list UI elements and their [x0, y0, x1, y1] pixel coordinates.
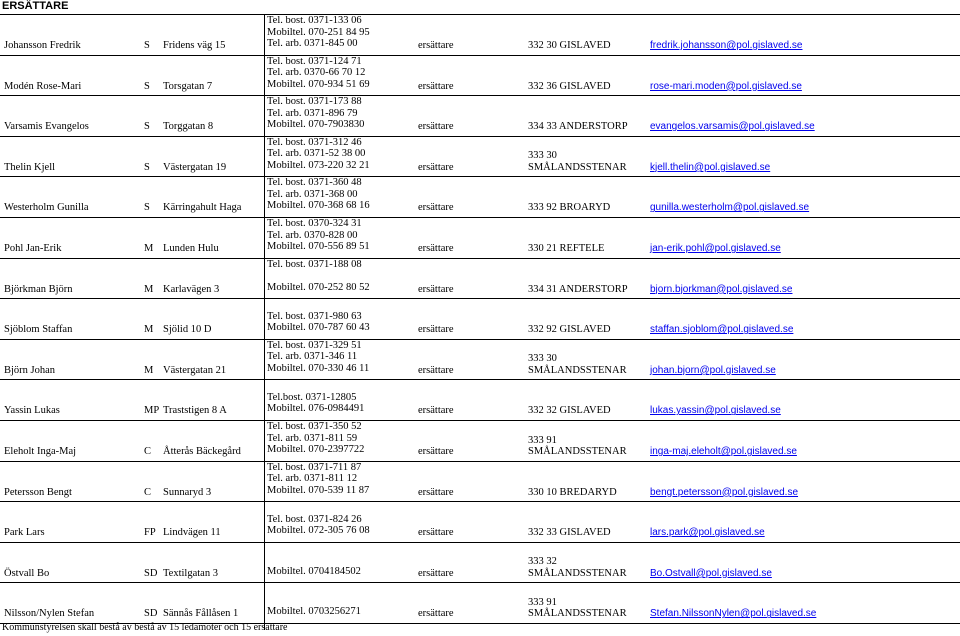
phone-numbers: [267, 543, 361, 578]
phone-line: Tel. bost. 0371-980 63: [267, 310, 362, 322]
table-row: [0, 502, 960, 542]
phone-line: Mobiltel. 070-368 68 16: [267, 200, 370, 212]
phone-line: [267, 595, 361, 607]
email-link[interactable]: gunilla.westerholm@pol.gislaved.se: [650, 202, 810, 214]
email-link[interactable]: inga-maj.eleholt@pol.gislaved.se: [650, 446, 797, 457]
street-address: Fridens väg 15: [163, 40, 226, 51]
postal-line: 332 32 GISLAVED: [528, 405, 611, 417]
member-name: Johansson Fredrik: [4, 40, 81, 51]
section-title: ERSÄTTARE: [2, 0, 69, 12]
postal-address: [528, 40, 611, 52]
postal-line: 333 92 BROARYD: [528, 202, 611, 214]
party-code: C: [144, 486, 152, 498]
table-row: [0, 259, 960, 299]
phone-line: Tel. bost. 0371-360 48: [267, 177, 362, 189]
postal-line: 332 36 GISLAVED: [528, 80, 611, 92]
member-name: Thelin Kjell: [4, 161, 56, 173]
phone-line: Tel. bost. 0371-312 46: [267, 136, 362, 148]
role-label: ersättare: [418, 283, 454, 295]
street-address: Åtterås Bäckegård: [163, 446, 241, 457]
role-label: ersättare: [418, 446, 454, 457]
column-divider: [264, 14, 265, 630]
table-row: [0, 543, 960, 583]
member-name: Björn Johan: [4, 364, 56, 376]
postal-line: 330 21 REFTELE: [528, 243, 605, 254]
street-address: Lindvägen 11: [163, 527, 221, 539]
postal-line: 334 31 ANDERSTORP: [528, 283, 628, 295]
postal-line: 333 32: [528, 556, 557, 568]
table-row: [0, 462, 960, 502]
phone-line: [267, 554, 361, 566]
table-row: [0, 421, 960, 461]
street-address: Torggatan 8: [163, 121, 214, 133]
phone-line: Mobiltel. 070-251 84 95: [267, 26, 370, 38]
postal-address: [528, 556, 627, 579]
phone-line: Tel. bost. 0371-124 71: [267, 55, 362, 67]
phone-numbers: [267, 56, 370, 91]
phone-line: Tel. bost. 0371-173 88: [267, 96, 362, 108]
party-code: S: [144, 80, 150, 92]
role-label: ersättare: [418, 527, 454, 539]
phone-line: Tel. bost. 0371-188 08: [267, 258, 362, 270]
postal-line: SMÅLANDSSTENAR: [528, 567, 627, 579]
street-address: Västergatan 21: [163, 364, 227, 376]
postal-address: [528, 121, 628, 133]
phone-line: Mobiltel. 070-787 60 43: [267, 322, 370, 334]
party-code: M: [144, 283, 154, 295]
member-name: Björkman Björn: [4, 283, 73, 295]
table-row: [0, 583, 960, 623]
phone-line: Tel. bost. 0371-350 52: [267, 421, 362, 432]
phone-numbers: [267, 583, 361, 618]
party-code: S: [144, 202, 150, 214]
table-row: [0, 56, 960, 96]
member-name: Eleholt Inga-Maj: [4, 446, 77, 457]
postal-line: 333 30: [528, 353, 557, 365]
party-code: MP: [144, 405, 160, 417]
street-address: Sjölid 10 D: [163, 324, 212, 336]
phone-numbers: [267, 218, 370, 253]
phone-numbers: [267, 462, 369, 497]
member-name: Westerholm Gunilla: [4, 202, 89, 214]
phone-numbers: [267, 380, 364, 415]
phone-numbers: [267, 299, 370, 334]
phone-line: [267, 583, 361, 595]
party-code: M: [144, 364, 154, 376]
phone-line: Tel. bost. 0371-329 51: [267, 339, 362, 351]
member-name: Varsamis Evangelos: [4, 121, 89, 133]
postal-line: 332 33 GISLAVED: [528, 527, 611, 539]
phone-line: Tel. arb. 0371-845 00: [267, 38, 358, 49]
phone-line: Mobiltel. 073-220 32 21: [267, 159, 370, 171]
postal-address: [528, 202, 610, 214]
member-name: Park Lars: [4, 527, 45, 539]
party-code: FP: [144, 527, 156, 539]
postal-address: [528, 150, 627, 173]
table-row: [0, 177, 960, 217]
phone-line: Tel. bost. 0370-324 31: [267, 218, 362, 229]
role-label: ersättare: [418, 567, 454, 579]
footer-note: Kommunstyrelsen skall bestå av bestå av 15 ledamöter och 15 ersättare: [2, 622, 288, 633]
postal-address: [528, 487, 617, 499]
member-name: Yassin Lukas: [4, 405, 60, 417]
member-name: Modén Rose-Mari: [4, 80, 82, 92]
postal-address: [528, 284, 628, 296]
email-link[interactable]: evangelos.varsamis@pol.gislaved.se: [650, 121, 815, 133]
street-address: Traststigen 8 A: [163, 405, 227, 417]
role-label: ersättare: [418, 324, 454, 336]
postal-line: 333 91: [528, 596, 557, 608]
phone-line: [267, 502, 370, 514]
postal-address: [528, 527, 611, 539]
email-link[interactable]: rose-mari.moden@pol.gislaved.se: [650, 80, 802, 92]
table-row: [0, 96, 960, 136]
postal-line: 334 33 ANDERSTORP: [528, 121, 628, 133]
postal-line: 332 92 GISLAVED: [528, 324, 611, 336]
party-code: C: [144, 446, 152, 457]
email-link[interactable]: lukas.yassin@pol.gislaved.se: [650, 405, 781, 417]
phone-line: Tel. arb. 0371-52 38 00: [267, 148, 366, 160]
role-label: ersättare: [418, 364, 454, 376]
role-label: ersättare: [418, 80, 454, 92]
phone-numbers: [267, 259, 370, 294]
member-name: Sjöblom Staffan: [4, 324, 73, 336]
phone-line: Mobiltel. 0704184502: [267, 565, 361, 577]
party-code: S: [144, 161, 150, 173]
role-label: ersättare: [418, 161, 454, 173]
phone-line: Mobiltel. 070-556 89 51: [267, 241, 370, 252]
phone-line: Mobiltel. 070-252 80 52: [267, 281, 370, 293]
postal-line: SMÅLANDSSTENAR: [528, 364, 627, 376]
street-address: Sunnaryd 3: [163, 486, 212, 498]
phone-numbers: [267, 15, 370, 50]
role-label: ersättare: [418, 486, 454, 498]
email-link[interactable]: bengt.petersson@pol.gislaved.se: [650, 486, 799, 498]
role-label: ersättare: [418, 202, 454, 214]
table-row: [0, 15, 960, 55]
postal-address: [528, 243, 604, 255]
phone-line: Tel. arb. 0371-811 12: [267, 473, 358, 485]
table-row: [0, 137, 960, 177]
phone-line: [267, 299, 370, 311]
postal-address: [528, 405, 611, 417]
postal-line: SMÅLANDSSTENAR: [528, 608, 627, 620]
party-code: M: [144, 324, 154, 336]
postal-line: 333 91: [528, 434, 557, 446]
party-code: S: [144, 121, 150, 133]
email-link[interactable]: kjell.thelin@pol.gislaved.se: [650, 161, 771, 173]
phone-line: Tel. bost. 0371-824 26: [267, 513, 362, 525]
street-address: Textilgatan 3: [163, 567, 218, 579]
phone-line: Tel. arb. 0371-346 11: [267, 351, 358, 363]
postal-address: [528, 324, 611, 336]
street-address: Sännås Fållåsen 1: [163, 608, 239, 620]
phone-line: [267, 270, 370, 282]
postal-address: [528, 81, 611, 93]
phone-numbers: [267, 421, 364, 456]
phone-line: Mobiltel. 070-330 46 11: [267, 362, 370, 374]
postal-line: 333 30: [528, 150, 557, 162]
phone-line: Mobiltel. 070-934 51 69: [267, 78, 370, 90]
role-label: ersättare: [418, 40, 454, 51]
phone-numbers: [267, 502, 370, 537]
member-name: Pohl Jan-Erik: [4, 243, 62, 254]
phone-line: Mobiltel. 070-7903830: [267, 119, 365, 131]
phone-line: Tel. arb. 0370-828 00: [267, 229, 358, 241]
table-row: [0, 380, 960, 420]
phone-line: Mobiltel. 070-2397722: [267, 444, 365, 455]
postal-address: [528, 597, 627, 620]
street-address: Västergatan 19: [163, 161, 227, 173]
postal-line: 332 30 GISLAVED: [528, 40, 611, 51]
member-name: Nilsson/Nylen Stefan: [4, 608, 95, 620]
email-link[interactable]: fredrik.johansson@pol.gislaved.se: [650, 40, 803, 51]
email-link[interactable]: Bo.Ostvall@pol.gislaved.se: [650, 567, 772, 579]
email-link[interactable]: johan.bjorn@pol.gislaved.se: [650, 364, 776, 376]
phone-line: Tel. arb. 0371-368 00: [267, 188, 358, 200]
phone-line: Tel. arb. 0371-896 79: [267, 107, 358, 119]
postal-address: [528, 435, 627, 458]
table-row: [0, 299, 960, 339]
postal-line: 330 10 BREDARYD: [528, 486, 617, 498]
table-row: [0, 340, 960, 380]
party-code: M: [144, 243, 154, 254]
email-link[interactable]: jan-erik.pohl@pol.gislaved.se: [650, 243, 781, 254]
phone-line: Tel. bost. 0371-711 87: [267, 461, 362, 473]
phone-line: Mobiltel. 070-539 11 87: [267, 484, 370, 496]
table-row: [0, 218, 960, 258]
party-code: SD: [144, 608, 158, 620]
party-code: S: [144, 40, 150, 51]
phone-line: Tel.bost. 0371-12805: [267, 391, 357, 403]
phone-line: [267, 380, 364, 392]
street-address: Lunden Hulu: [163, 243, 219, 254]
role-label: ersättare: [418, 608, 454, 620]
postal-address: [528, 353, 627, 376]
phone-numbers: [267, 340, 369, 375]
phone-line: Mobiltel. 072-305 76 08: [267, 525, 370, 537]
email-link[interactable]: bjorn.bjorkman@pol.gislaved.se: [650, 283, 793, 295]
phone-numbers: [267, 177, 370, 212]
email-link[interactable]: lars.park@pol.gislaved.se: [650, 527, 765, 539]
street-address: Karlavägen 3: [163, 283, 220, 295]
role-label: ersättare: [418, 405, 454, 417]
member-name: Petersson Bengt: [4, 486, 72, 498]
party-code: SD: [144, 567, 158, 579]
member-name: Östvall Bo: [4, 567, 50, 579]
phone-line: Tel. bost. 0371-133 06: [267, 15, 362, 26]
street-address: Kärringahult Haga: [163, 202, 242, 214]
phone-line: Mobiltel. 0703256271: [267, 606, 361, 618]
phone-line: [267, 543, 361, 555]
role-label: ersättare: [418, 121, 454, 133]
phone-line: Mobiltel. 076-0984491: [267, 403, 365, 415]
postal-line: SMÅLANDSSTENAR: [528, 446, 627, 457]
street-address: Torsgatan 7: [163, 80, 213, 92]
postal-line: SMÅLANDSSTENAR: [528, 161, 627, 173]
email-link[interactable]: staffan.sjoblom@pol.gislaved.se: [650, 324, 794, 336]
phone-numbers: [267, 137, 370, 172]
role-label: ersättare: [418, 243, 454, 254]
email-link[interactable]: Stefan.NilssonNylen@pol.gislaved.se: [650, 608, 817, 620]
phone-line: Tel. arb. 0370-66 70 12: [267, 67, 366, 79]
phone-line: Tel. arb. 0371-811 59: [267, 432, 358, 444]
phone-numbers: [267, 96, 364, 131]
